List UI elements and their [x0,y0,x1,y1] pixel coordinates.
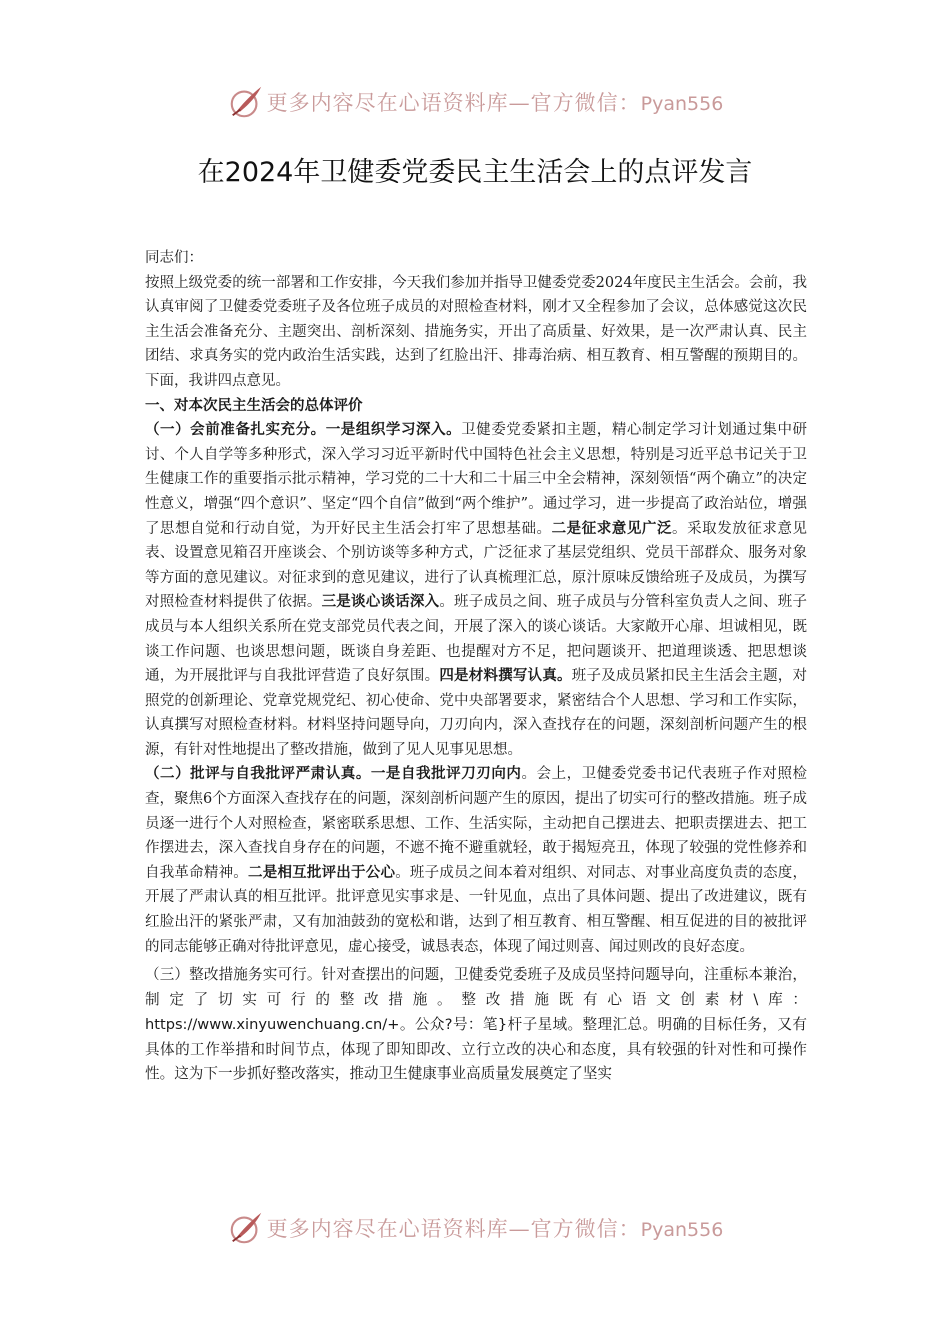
document-body [145,246,807,1087]
watermark-text: 更多内容尽在心语资料库—官方微信：Pyan556 [266,91,724,115]
paragraph-criticism: （二）批评与自我批评严肃认真。一是自我批评刀刃向内。会上，卫健委党委书记代表班子作对照检查，聚焦6个方面深入查找存在的问题，深刻剖析问题产生的原因，提出了切实可行的整改措施。班子成员逐一进行个人对照检查，紧密联系思想、工作、生活实际，主动把自己摆进去、把职责摆进去、把工作摆进去，深入查找自身存在的问题，不遮不掩不避重就轻，敢于揭短亮丑，体现了较强的党性修养和自我革命精神。二是相互批评出于公心。班子成员之间本着对组织、对同志、对事业高度负责的态度，开展了严肃认真的相互批评。批评意见实事求是、一针见血，点出了具体问题、提出了改进建议，既有红脸出汗的紧张严肃，又有加油鼓劲的宽松和谐，达到了相互教育、相互警醒、相互促进的目的被批评的同志能够正确对待批评意见，虚心接受，诚恳表态，体现了闻过则喜、闻过则改的良好态度。 [145,765,808,955]
greeting: 同志们： [145,250,203,266]
paragraph-preparation: （一）会前准备扎实充分。一是组织学习深入。卫健委党委紧扣主题，精心制定学习计划通过集中研讨、个人自学等多种形式，深入学习习近平新时代中国特色社会主义思想，特别是习近平总书记关于卫生健康工作的重要指示批示精神，学习党的二十大和二十届三中全会精神，深刻领悟“两个确立”的决定性意义，增强“四个意识”、坚定“四个自信”做到“两个维护”。通过学习，进一步提高了政治站位，增强了思想自觉和行动自觉，为开好民主生活会打牢了思想基础。二是征求意见广泛。采取发放征求意见表、设置意见箱召开座谈会、个别访谈等多种方式，广泛征求了基层党组织、党员干部群众、服务对象等方面的意见建议。对征求到的意见建议，进行了认真梳理汇总，原汁原味反馈给班子及成员，为撰写对照检查材料提供了依据。三是谈心谈话深入。班子成员之间、班子成员与分管科室负责人之间、班子成员与本人组织关系所在党支部党员代表之间，开展了深入的谈心谈话。大家敞开心扉、坦诚相见，既谈工作问题、也谈思想问题，既谈自身差距、也提醒对方不足，把问题谈开、把道理谈透、把思想谈通，为开展批评与自我批评营造了良好氛围。四是材料撰写认真。班子及成员紧扣民主生活会主题，对照党的创新理论、党章党规党纪、初心使命、党中央部署要求，紧密结合个人思想、学习和工作实际，认真撰写对照检查材料。材料坚持问题导向，刀刃向内，深入查找存在的问题，深刻剖析问题产生的根源，有针对性地提出了整改措施，做到了见人见事见思想。 [145,421,808,758]
watermark-banner-bottom [0,1208,950,1248]
watermark-text: 更多内容尽在心语资料库—官方微信：Pyan556 [266,1217,724,1241]
intro-paragraph: 按照上级党委的统一部署和工作安排，今天我们参加并指导卫健委党委2024年度民主生活会。会前，我认真审阅了卫健委党委班子及各位班子成员的对照检查材料，刚才又全程参加了会议，总体感觉这次民主生活会准备充分、主题突出、剖析深刻、措施务实，开出了高质量、好效果，是一次严肃认真、民主团结、求真务实的党内政治生活实践，达到了红脸出汗、排毒治病、相互教育、相互警醒的预期目的。下面，我讲四点意见。 [145,274,807,389]
quill-logo-icon [227,1209,265,1247]
section-heading: 一、对本次民主生活会的总体评价 [145,396,363,414]
paragraph-rectification: （三）整改措施务实可行。针对查摆出的问题，卫健委党委班子及成员坚持问题导向，注重标本兼治，制定了切实可行的整改措施。整改措施既有心语文创素材\库：https://www.xinyuwenchuang.cn/+。公众?号：笔}杆子星域。整理汇总。明确的目标任务，又有具体的工作举措和时间节点，体现了即知即改、立行立改的决心和态度，具有较强的针对性和可操作性。这为下一步抓好整改落实，推动卫生健康事业高质量发展奠定了坚实 [145,966,807,1083]
quill-logo-icon [227,83,265,121]
document-title: 在2024年卫健委党委民主生活会上的点评发言 [197,157,753,188]
watermark-banner-top [0,82,950,122]
